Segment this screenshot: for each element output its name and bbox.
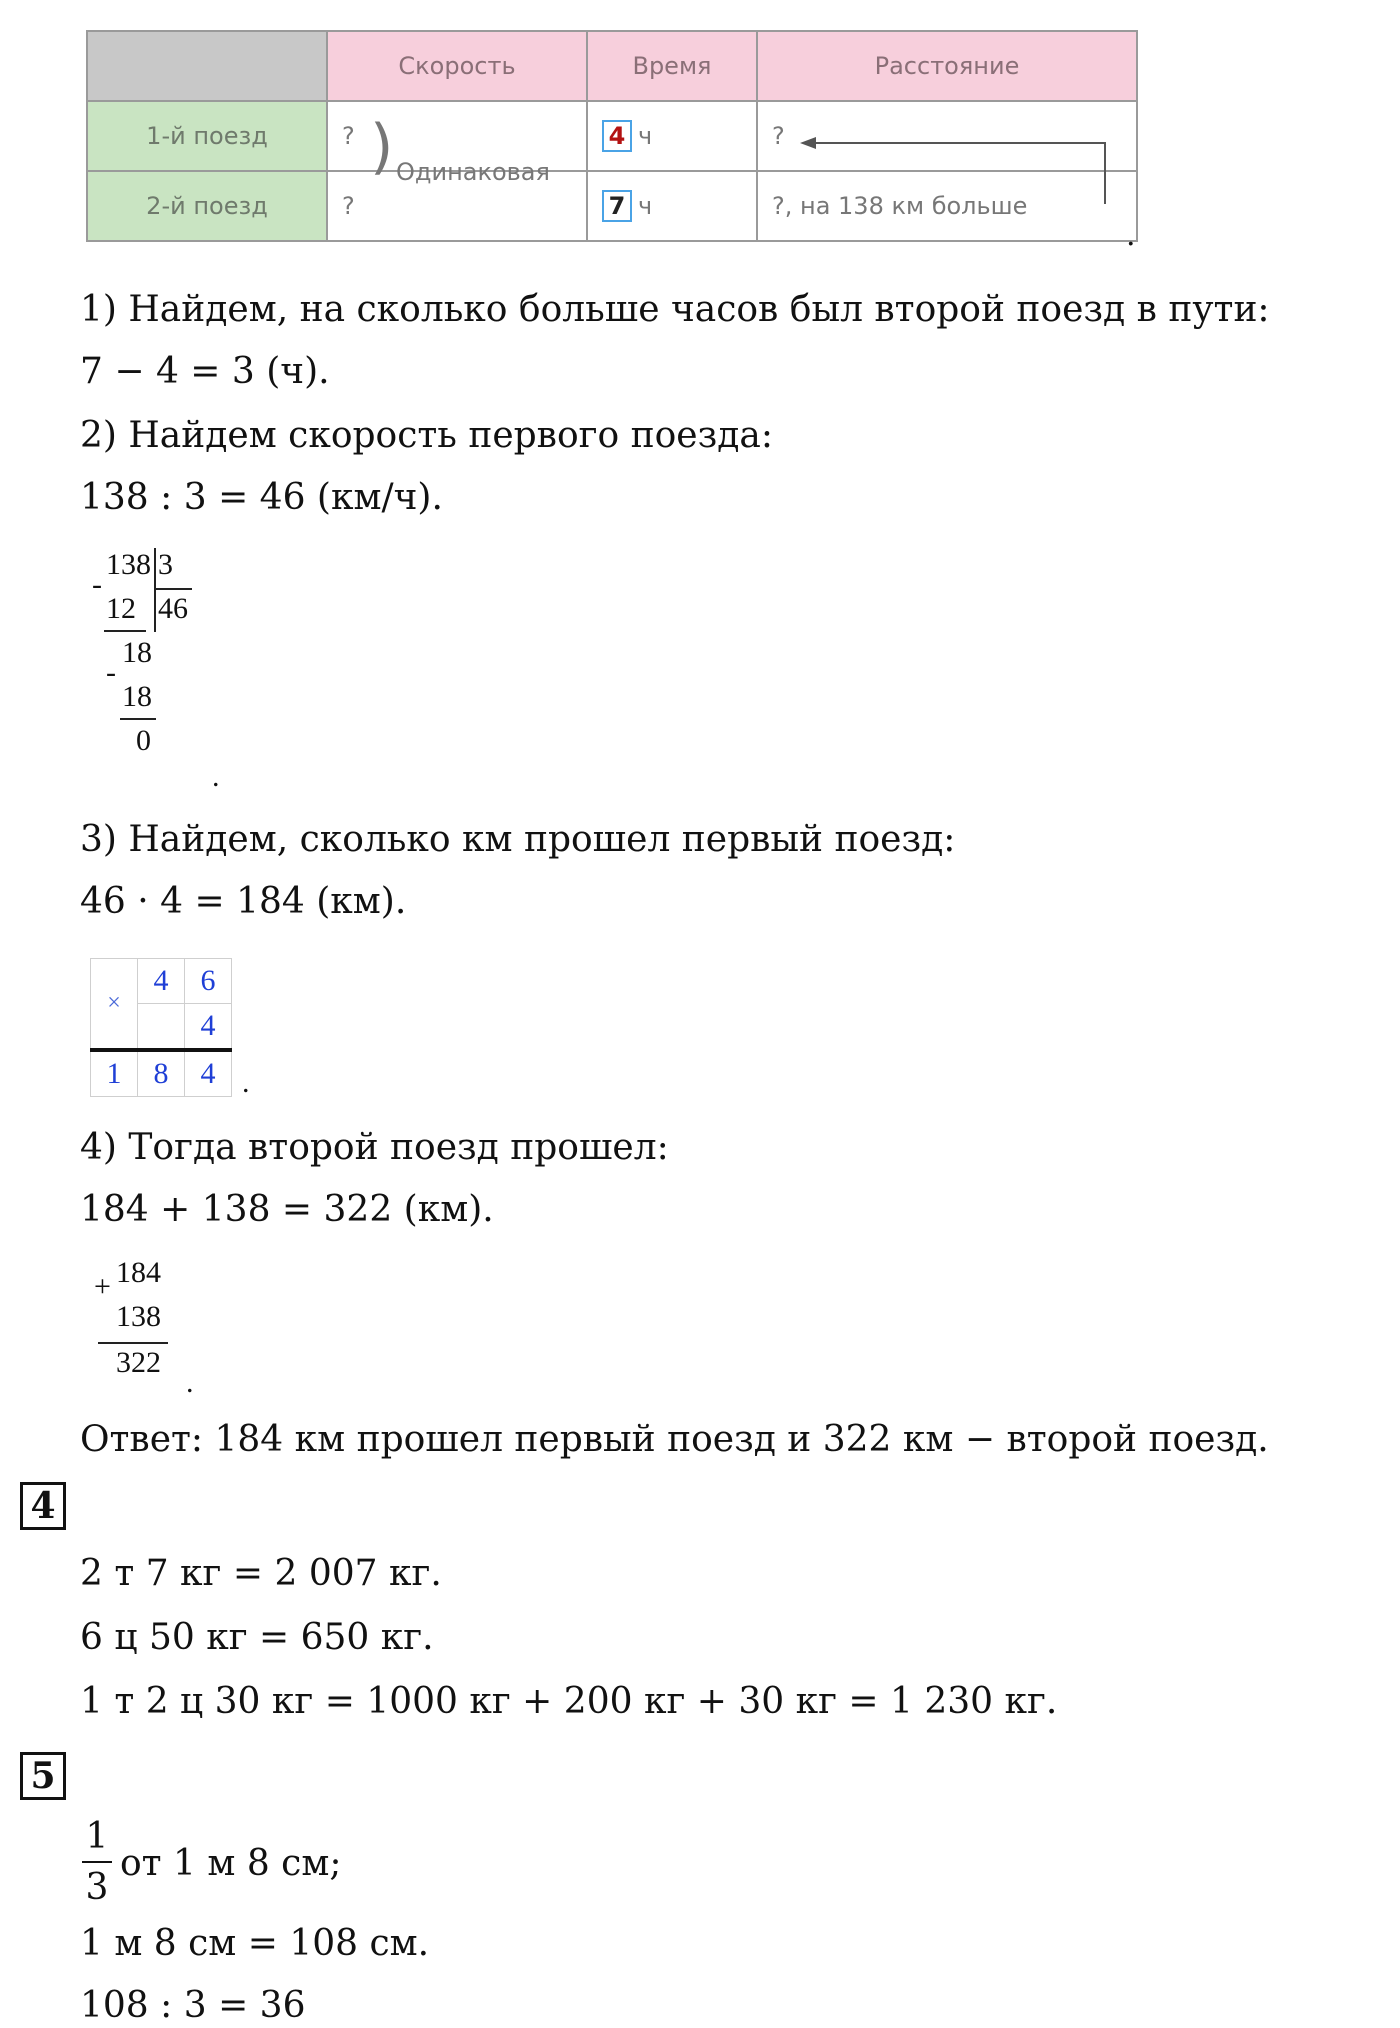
speed-value: ?	[342, 192, 355, 220]
table-header-time: Время	[587, 31, 757, 101]
dividend: 138	[106, 548, 151, 581]
step-text: 184 + 138 = 322 (км).	[80, 1189, 494, 1230]
train-name: 2-й поезд	[87, 171, 327, 241]
answer-text: Ответ: 184 км прошел первый поезд и 322 км − второй поезд.	[80, 1419, 1269, 1460]
table-header-speed: Скорость	[327, 31, 587, 101]
time-value: 7	[602, 190, 632, 222]
fraction-denominator: 3	[85, 1867, 109, 1908]
minus-sign: -	[106, 656, 116, 689]
fraction-bar	[82, 1861, 112, 1863]
remainder: 0	[136, 724, 151, 757]
task-number-5: 5	[20, 1752, 66, 1800]
time-unit: ч	[638, 122, 653, 150]
task4-line: 2 т 7 кг = 2 007 кг.	[80, 1553, 442, 1594]
step-text: 4) Тогда второй поезд прошел:	[80, 1127, 669, 1168]
trailing-dot: .	[186, 1366, 194, 1399]
plus-sign: +	[94, 1270, 111, 1303]
grid-cell: 8	[138, 1050, 185, 1097]
fraction-text: от 1 м 8 см;	[120, 1843, 342, 1884]
remainder: 18	[122, 636, 152, 669]
distance-value: ?, на 138 км больше	[772, 192, 1028, 220]
train-table	[86, 30, 1138, 242]
time-value: 4	[602, 120, 632, 152]
trailing-dot: .	[212, 760, 220, 793]
step-text: 3) Найдем, сколько км прошел первый поезд:	[80, 819, 956, 860]
sum: 322	[116, 1346, 161, 1379]
time-cell	[587, 101, 757, 171]
grid-cell	[138, 1004, 185, 1051]
speed-note: Одинаковая	[396, 158, 550, 186]
fraction	[82, 1816, 112, 1908]
addend: 138	[116, 1300, 161, 1333]
table-header-distance: Расстояние	[757, 31, 1137, 101]
time-unit: ч	[638, 192, 653, 220]
trailing-dot: .	[242, 1066, 250, 1099]
train-name: 1-й поезд	[87, 101, 327, 171]
step-text: 2) Найдем скорость первого поезда:	[80, 415, 773, 456]
fraction-numerator: 1	[85, 1816, 109, 1857]
step-text: 7 − 4 = 3 (ч).	[80, 351, 330, 392]
subtrahend: 12	[106, 592, 136, 625]
speed-value: ?	[342, 122, 355, 150]
division-bar	[154, 548, 156, 632]
minus-sign: -	[92, 568, 102, 601]
time-cell	[587, 171, 757, 241]
step-text: 1) Найдем, на сколько больше часов был второй поезд в пути:	[80, 289, 1270, 330]
subtract-rule	[104, 630, 146, 632]
addend: 184	[116, 1256, 161, 1289]
step-text: 46 · 4 = 184 (км).	[80, 881, 407, 922]
table-header-row	[87, 31, 1137, 101]
grid-cell: 4	[185, 1050, 232, 1097]
divisor: 3	[158, 548, 173, 581]
subtrahend: 18	[122, 680, 152, 713]
arrow-line	[1104, 142, 1106, 204]
subtract-rule	[120, 718, 156, 720]
task4-line: 6 ц 50 кг = 650 кг.	[80, 1617, 434, 1658]
task4-line: 1 т 2 ц 30 кг = 1000 кг + 200 кг + 30 кг = 1 230 кг.	[80, 1681, 1058, 1722]
quotient: 46	[158, 592, 188, 625]
table-row	[87, 171, 1137, 241]
times-sign: ×	[91, 959, 138, 1051]
step-text: 138 : 3 = 46 (км/ч).	[80, 477, 443, 518]
arrow-head-icon	[800, 137, 816, 149]
task5-line: 108 : 3 = 36	[80, 1985, 306, 2026]
task5-line: 1 м 8 см = 108 см.	[80, 1923, 430, 1964]
sum-rule	[98, 1342, 168, 1344]
task-number-4: 4	[20, 1482, 66, 1530]
grid-cell: 4	[185, 1004, 232, 1051]
distance-cell	[757, 101, 1137, 171]
table-row	[87, 101, 1137, 171]
trailing-dot: .	[1126, 218, 1136, 253]
table-header-blank	[87, 31, 327, 101]
multiplication-grid	[90, 958, 232, 1097]
arrow-line	[816, 142, 1106, 144]
grid-cell: 4	[138, 959, 185, 1004]
distance-value: ?	[772, 122, 785, 150]
distance-cell	[757, 171, 1137, 241]
brace-icon: )	[370, 112, 394, 182]
grid-cell: 1	[91, 1050, 138, 1097]
divisor-rule	[156, 588, 192, 590]
grid-cell: 6	[185, 959, 232, 1004]
